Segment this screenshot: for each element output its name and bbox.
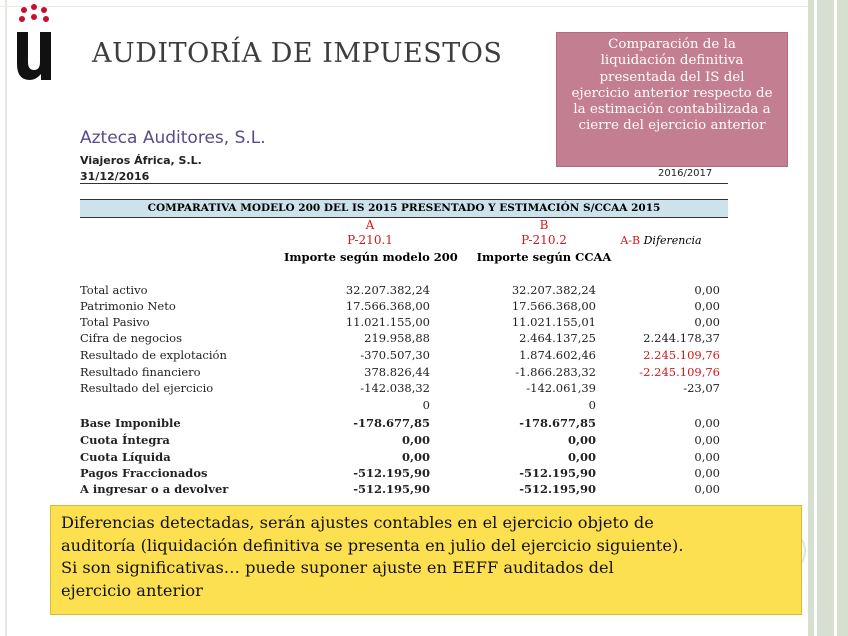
callout-line: ejercicio anterior — [61, 580, 203, 600]
note-line: Comparación de la — [608, 37, 736, 52]
table-row: Resultado financiero 378.826,44 -1.866.283,32 -2.245.109,76 — [80, 365, 720, 379]
comparison-note-box — [556, 32, 788, 167]
note-line: la estimación contabilizada a — [573, 102, 771, 118]
table-row: Patrimonio Neto 17.566.368,00 17.566.368,00 0,00 — [80, 299, 720, 313]
col-b-ref: P-210.2 — [521, 233, 567, 247]
table-row: Base Imponible -178.677,85 -178.677,85 0,00 — [80, 416, 720, 430]
col-a-letter: A — [365, 218, 375, 232]
document-date: 31/12/2016 — [80, 170, 150, 183]
university-logo — [14, 4, 54, 80]
callout-line: Si son significativas… puede suponer ajuste en EEFF auditados del — [61, 558, 614, 577]
slide-title: AUDITORÍA DE IMPUESTOS — [92, 38, 503, 69]
callout-line: Diferencias detectadas, serán ajustes contables en el ejercicio objeto de — [61, 513, 654, 532]
table-row: Resultado de explotación -370.507,30 1.874.602,46 2.245.109,76 — [80, 348, 720, 362]
right-decor-band — [808, 0, 848, 636]
callout-line: auditoría (liquidación definitiva se presenta en julio del ejercicio siguiente). — [61, 535, 684, 555]
table-title: COMPARATIVA MODELO 200 DEL IS 2015 PRESENTADO Y ESTIMACIÓN S/CCAA 2015 — [80, 199, 728, 218]
note-line: liquidación definitiva — [600, 53, 744, 69]
col-diff-header — [606, 234, 716, 247]
header-rule — [80, 183, 728, 184]
client-name: Viajeros África, S.L. — [80, 154, 202, 167]
top-edge-line — [0, 6, 808, 7]
col-diff-ref: A-B — [620, 234, 641, 247]
table-row: Total Pasivo 11.021.155,00 11.021.155,01 0,00 — [80, 315, 720, 329]
note-line: presentada del IS del — [599, 69, 745, 85]
table-row: 0 0 — [422, 398, 596, 412]
audit-firm-name: Azteca Auditores, S.L. — [80, 128, 266, 148]
col-a-ref: P-210.1 — [347, 233, 393, 247]
col-diff-label: Diferencia — [643, 234, 702, 247]
differences-callout — [50, 505, 802, 615]
col-a-label: Importe según modelo 200 — [284, 250, 458, 264]
header-date: 2016/2017 — [658, 168, 713, 179]
left-edge-line — [5, 0, 7, 636]
table-row: Cuota Líquida 0,00 0,00 0,00 — [80, 450, 720, 464]
table-row: Total activo 32.207.382,24 32.207.382,24 0,00 — [80, 283, 720, 297]
table-row: Cifra de negocios 219.958,88 2.464.137,25 2.244.178,37 — [80, 331, 720, 345]
note-line: cierre del ejercicio anterior — [578, 118, 766, 134]
table-row: Cuota Íntegra 0,00 0,00 0,00 — [80, 433, 720, 447]
note-line: ejercicio anterior respecto de — [571, 85, 773, 101]
table-row: A ingresar o a devolver -512.195,90 -512.195,90 0,00 — [80, 482, 720, 496]
col-b-letter: B — [539, 218, 549, 232]
table-row: Pagos Fraccionados -512.195,90 -512.195,90 0,00 — [80, 466, 720, 480]
table-row: Resultado del ejercicio -142.038,32 -142.061,39 -23,07 — [80, 381, 720, 395]
col-b-label: Importe según CCAA — [476, 250, 612, 264]
